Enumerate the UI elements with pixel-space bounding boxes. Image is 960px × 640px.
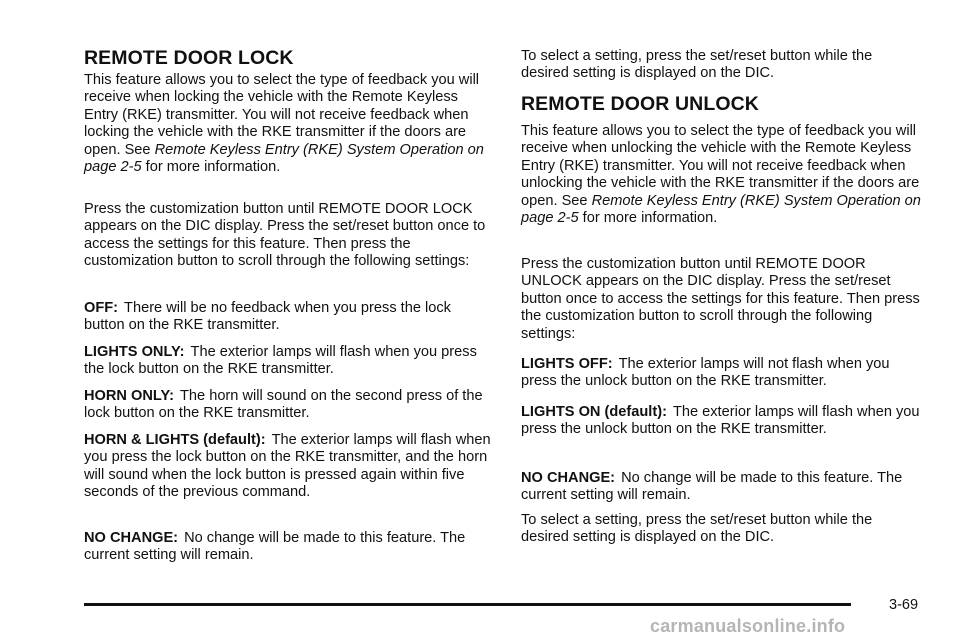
setting-description: The exterior lamps will flash when you press the lock button on the RKE transmitter, and the horn will sound when the lock button is pressed again within five seconds of the previous command.	[84, 432, 491, 501]
remote-door-lock-heading: REMOTE DOOR LOCK	[84, 47, 294, 69]
page-number: 3-69	[889, 597, 919, 613]
setting-description: No change will be made to this feature. The current setting will remain.	[521, 470, 903, 504]
lock-setting-lights-only	[84, 344, 494, 379]
setting-term: HORN & LIGHTS (default):	[84, 432, 266, 448]
unlock-closing-paragraph: To select a setting, press the set/reset button while the desired setting is displayed on the DIC.	[521, 512, 873, 546]
unlock-intro-text: This feature allows you to select the type of feedback you will receive when unlocking the vehicle with the Remote Keyless Entry (RKE) transmitter. You will not receive feedback when unlocking the vehicle with the RKE transmitter if the doors are open. See	[521, 123, 920, 209]
lock-setting-off	[84, 300, 494, 335]
lock-instructions-paragraph: Press the customization button until REMOTE DOOR LOCK appears on the DIC display. Press the set/reset button once to access the settings for this feature. Then press the customization button to scroll through the following settings:	[84, 201, 486, 270]
unlock-setting-lights-on	[521, 404, 921, 439]
lock-intro-paragraph	[84, 72, 494, 176]
lock-intro-tail: for more information.	[141, 159, 281, 176]
setting-description: There will be no feedback when you press the lock button on the RKE transmitter.	[84, 300, 451, 334]
setting-term: LIGHTS OFF:	[521, 356, 613, 372]
lock-intro-text: This feature allows you to select the type of feedback you will receive when locking the vehicle with the Remote Keyless Entry (RKE) transmitter. You will not receive feedback when locking the vehicle with the RKE transmitter if the doors are open. See	[84, 72, 480, 158]
lock-setting-horn-and-lights	[84, 432, 494, 502]
setting-description: The exterior lamps will flash when you press the lock button on the RKE transmitter.	[84, 344, 477, 378]
footer-divider	[84, 603, 851, 606]
remote-door-unlock-heading: REMOTE DOOR UNLOCK	[521, 93, 759, 115]
unlock-instructions-paragraph: Press the customization button until REMOTE DOOR UNLOCK appears on the DIC display. Press the set/reset button once to access the settings for this feature. Then press the customization button to scroll through the following settings:	[521, 256, 920, 342]
setting-description: The horn will sound on the second press of the lock button on the RKE transmitter.	[84, 388, 483, 422]
setting-description: No change will be made to this feature. The current setting will remain.	[84, 530, 466, 564]
setting-description: The exterior lamps will not flash when you press the unlock button on the RKE transmitter.	[521, 356, 890, 390]
setting-term: LIGHTS ONLY:	[84, 344, 185, 360]
setting-term: NO CHANGE:	[84, 530, 179, 546]
lock-setting-no-change	[84, 530, 494, 565]
setting-term: HORN ONLY:	[84, 388, 174, 404]
rke-page-reference-link[interactable]: Remote Keyless Entry (RKE) System Operation on page 2-5	[521, 192, 921, 227]
setting-term: LIGHTS ON (default):	[521, 404, 667, 420]
watermark: carmanualsonline.info	[650, 616, 846, 636]
setting-term: OFF:	[84, 300, 119, 316]
setting-description: The exterior lamps will flash when you press the unlock button on the RKE transmitter.	[521, 404, 920, 438]
unlock-setting-lights-off	[521, 356, 921, 391]
setting-term: NO CHANGE:	[521, 470, 616, 486]
unlock-intro-paragraph	[521, 123, 921, 227]
lock-setting-horn-only	[84, 388, 494, 423]
lock-closing-paragraph: To select a setting, press the set/reset button while the desired setting is displayed on the DIC.	[521, 48, 873, 82]
rke-page-reference-link[interactable]: Remote Keyless Entry (RKE) System Operation on page 2-5	[84, 141, 484, 176]
unlock-intro-tail: for more information.	[578, 210, 718, 227]
unlock-setting-no-change	[521, 470, 921, 505]
